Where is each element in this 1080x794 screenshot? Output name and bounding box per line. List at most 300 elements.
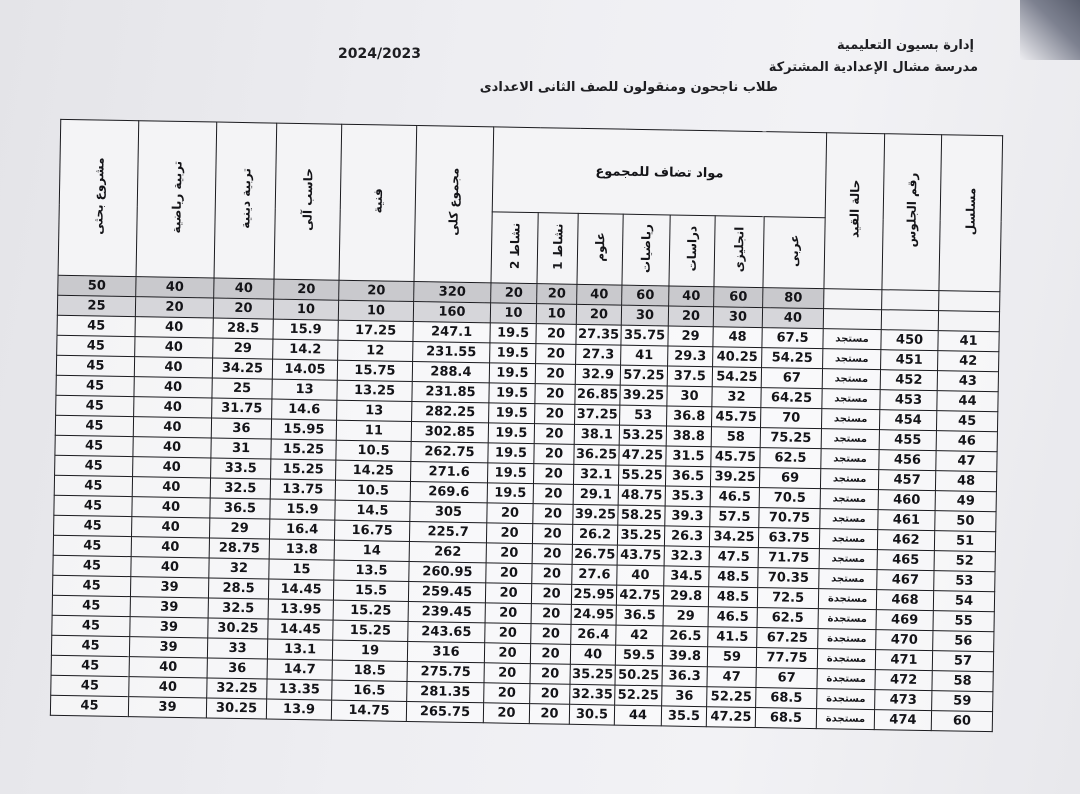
table-cell: 265.75 <box>406 701 483 722</box>
col-activity2: نشاط 2 <box>491 212 538 284</box>
table-cell: 46.5 <box>708 607 757 628</box>
table-cell: 260.95 <box>409 561 486 582</box>
page-corner-shadow <box>1020 0 1080 60</box>
table-cell: 42.75 <box>616 585 663 606</box>
table-cell: 20 <box>535 404 575 425</box>
col-math: رياضيات <box>622 214 670 286</box>
table-cell: 468 <box>876 590 933 611</box>
table-cell: 452 <box>880 370 937 391</box>
status-cell: مستجدة <box>817 649 875 670</box>
table-cell: 20 <box>486 523 532 544</box>
status-cell: مستجد <box>820 489 878 510</box>
table-body <box>50 275 1000 731</box>
table-cell: 15.25 <box>333 600 408 621</box>
table-cell: 39 <box>128 697 206 718</box>
table-cell: 58 <box>711 427 760 448</box>
status-cell: مستجد <box>823 329 881 350</box>
table-cell: 41 <box>938 331 999 352</box>
max-score-cell: 40 <box>136 277 214 298</box>
table-cell: 13.25 <box>337 380 412 401</box>
table-cell: 26.5 <box>663 626 708 647</box>
table-cell: 24.95 <box>571 604 616 625</box>
max-score-cell: 30 <box>713 307 762 328</box>
table-cell: 15.95 <box>271 419 336 440</box>
table-cell: 67.25 <box>757 628 818 649</box>
table-cell: 39.25 <box>573 504 618 525</box>
table-cell: 50.25 <box>615 665 662 686</box>
table-cell: 48.75 <box>618 485 665 506</box>
table-cell: 19.5 <box>487 463 533 484</box>
table-cell: 231.55 <box>413 342 490 363</box>
table-cell: 32.3 <box>664 546 709 567</box>
status-cell: مستجد <box>819 569 877 590</box>
table-cell: 259.45 <box>408 581 485 602</box>
max-score-cell: 10 <box>338 300 413 321</box>
table-cell: 53 <box>934 571 995 592</box>
table-cell: 57.25 <box>620 365 667 386</box>
table-cell: 15 <box>269 559 334 580</box>
table-cell: 47.25 <box>706 707 755 728</box>
table-cell: 19.5 <box>488 443 534 464</box>
max-score-cell: 320 <box>414 282 491 303</box>
max-score-cell: 50 <box>58 275 136 296</box>
table-cell: 20 <box>485 623 531 644</box>
col-social: دراسات <box>669 215 715 287</box>
table-cell: 32.1 <box>573 464 618 485</box>
table-cell: 19.5 <box>489 403 535 424</box>
table-cell: 40 <box>134 397 212 418</box>
table-cell: 269.6 <box>410 481 487 502</box>
max-score-cell: 25 <box>57 295 135 316</box>
table-cell: 20 <box>531 584 571 605</box>
table-cell: 43 <box>937 371 998 392</box>
table-cell: 48 <box>935 471 996 492</box>
table-cell: 13.5 <box>334 560 409 581</box>
table-cell: 37.5 <box>667 366 712 387</box>
table-cell: 20 <box>531 624 571 645</box>
table-cell: 57.5 <box>710 507 759 528</box>
blank-cell <box>824 289 882 310</box>
table-cell: 46.5 <box>710 487 759 508</box>
table-cell: 467 <box>877 570 934 591</box>
table-cell: 40 <box>135 317 213 338</box>
table-cell: 26.2 <box>572 524 617 545</box>
table-cell: 271.6 <box>411 461 488 482</box>
table-cell: 473 <box>875 690 932 711</box>
table-cell: 469 <box>876 610 933 631</box>
table-cell: 34.25 <box>709 527 758 548</box>
table-cell: 20 <box>531 604 571 625</box>
table-cell: 20 <box>530 644 570 665</box>
table-cell: 20 <box>532 524 572 545</box>
col-science: علوم <box>577 213 623 285</box>
table-cell: 305 <box>410 501 487 522</box>
school-name: مدرسة مشال الإعدادية المشتركة <box>768 60 978 75</box>
table-cell: 32 <box>712 387 761 408</box>
table-cell: 35.3 <box>665 486 710 507</box>
grades-table <box>50 119 1003 732</box>
table-cell: 42 <box>616 625 663 646</box>
table-cell: 45 <box>55 455 133 476</box>
table-cell: 36.5 <box>616 605 663 626</box>
col-english: انجليزى <box>714 216 764 288</box>
table-cell: 41 <box>621 345 668 366</box>
col-total: مجموع كلى <box>414 126 494 283</box>
table-cell: 45 <box>51 655 129 676</box>
table-cell: 247.1 <box>413 322 490 343</box>
table-cell: 14.05 <box>272 359 337 380</box>
table-cell: 13.95 <box>268 599 333 620</box>
table-cell: 35.5 <box>661 706 706 727</box>
table-cell: 239.45 <box>408 601 485 622</box>
table-cell: 45 <box>55 435 133 456</box>
table-cell: 10.5 <box>336 440 411 461</box>
table-cell: 30 <box>667 386 712 407</box>
status-cell: مستجد <box>819 549 877 570</box>
blank-cell <box>881 310 938 331</box>
table-cell: 52.25 <box>615 685 662 706</box>
table-cell: 45 <box>57 315 135 336</box>
max-score-cell: 20 <box>576 304 621 325</box>
table-cell: 48.5 <box>708 587 757 608</box>
table-cell: 40.25 <box>713 347 762 368</box>
table-cell: 62.5 <box>760 448 821 469</box>
table-cell: 45 <box>56 355 134 376</box>
table-cell: 36.8 <box>667 406 712 427</box>
table-cell: 35.75 <box>621 325 668 346</box>
table-cell: 45 <box>56 395 134 416</box>
table-cell: 70.5 <box>759 488 820 509</box>
table-cell: 12 <box>338 340 413 361</box>
table-cell: 70 <box>760 408 821 429</box>
table-cell: 36.25 <box>574 444 619 465</box>
status-cell: مستجد <box>821 449 879 470</box>
table-cell: 14.75 <box>331 700 406 721</box>
table-cell: 48 <box>713 327 762 348</box>
table-cell: 45 <box>57 335 135 356</box>
table-cell: 57 <box>932 651 993 672</box>
table-cell: 32.5 <box>208 598 268 619</box>
max-score-cell: 20 <box>537 284 577 305</box>
table-cell: 32.9 <box>575 364 620 385</box>
table-cell: 36.5 <box>210 498 270 519</box>
col-sports: تربية رياضية <box>136 121 217 278</box>
table-cell: 40 <box>131 557 209 578</box>
max-score-cell: 20 <box>491 283 537 304</box>
table-cell: 29.3 <box>668 346 713 367</box>
table-cell: 75.25 <box>760 428 821 449</box>
status-cell: مستجد <box>823 349 881 370</box>
table-cell: 13.9 <box>266 699 331 720</box>
blank-cell <box>939 291 1000 312</box>
table-cell: 472 <box>875 670 932 691</box>
status-cell: مستجد <box>822 409 880 430</box>
table-cell: 40 <box>617 565 664 586</box>
status-cell: مستجدة <box>818 629 876 650</box>
table-cell: 60 <box>931 711 992 732</box>
blank-cell <box>938 311 999 332</box>
table-cell: 19.5 <box>487 483 533 504</box>
table-cell: 52 <box>934 551 995 572</box>
table-cell: 462 <box>877 530 934 551</box>
table-cell: 36.5 <box>665 466 710 487</box>
table-cell: 28.5 <box>213 318 273 339</box>
table-cell: 40 <box>133 457 211 478</box>
table-cell: 51 <box>934 531 995 552</box>
max-score-cell: 20 <box>339 280 414 301</box>
table-cell: 20 <box>485 603 531 624</box>
table-cell: 14.5 <box>335 500 410 521</box>
table-cell: 36 <box>662 686 707 707</box>
table-cell: 27.6 <box>572 564 617 585</box>
table-cell: 19.5 <box>488 423 534 444</box>
table-cell: 39.3 <box>665 506 710 527</box>
table-cell: 37.25 <box>575 404 620 425</box>
col-art: فنية <box>339 124 417 281</box>
table-cell: 40 <box>570 644 615 665</box>
table-cell: 59 <box>932 691 993 712</box>
table-cell: 20 <box>532 544 572 565</box>
table-cell: 33.5 <box>211 458 271 479</box>
table-cell: 20 <box>532 564 572 585</box>
table-cell: 14.25 <box>336 460 411 481</box>
table-cell: 41.5 <box>708 627 757 648</box>
table-cell: 45 <box>56 375 134 396</box>
table-cell: 20 <box>535 364 575 385</box>
table-cell: 62.5 <box>757 608 818 629</box>
table-cell: 54.25 <box>712 367 761 388</box>
status-cell: مستجد <box>822 369 880 390</box>
col-computer: حاسب آلى <box>274 123 342 280</box>
table-cell: 455 <box>879 430 936 451</box>
table-cell: 40 <box>129 677 207 698</box>
table-cell: 13.35 <box>267 679 332 700</box>
table-cell: 40 <box>132 477 210 498</box>
table-cell: 316 <box>407 641 484 662</box>
col-seat-number: رقم الجلوس <box>882 134 942 291</box>
table-cell: 20 <box>533 464 573 485</box>
table-cell: 15.9 <box>270 499 335 520</box>
table-cell: 39 <box>130 617 208 638</box>
table-cell: 47.25 <box>619 445 666 466</box>
table-cell: 39 <box>129 637 207 658</box>
table-cell: 68.5 <box>756 688 817 709</box>
table-cell: 26.4 <box>571 624 616 645</box>
table-cell: 16.5 <box>332 680 407 701</box>
table-cell: 39.25 <box>620 385 667 406</box>
table-cell: 55 <box>933 611 994 632</box>
table-cell: 40 <box>134 377 212 398</box>
table-cell: 64.25 <box>761 388 822 409</box>
table-cell: 54.25 <box>762 348 823 369</box>
table-cell: 29 <box>213 338 273 359</box>
max-score-cell: 60 <box>622 285 669 306</box>
table-cell: 28.5 <box>208 578 268 599</box>
table-cell: 69 <box>759 468 820 489</box>
table-cell: 45 <box>54 475 132 496</box>
status-cell: مستجدة <box>818 589 876 610</box>
table-cell: 45 <box>55 415 133 436</box>
table-cell: 465 <box>877 550 934 571</box>
table-cell: 38.1 <box>574 424 619 445</box>
table-cell: 47.5 <box>709 547 758 568</box>
table-cell: 20 <box>533 504 573 525</box>
max-score-cell: 30 <box>621 305 668 326</box>
table-cell: 461 <box>878 510 935 531</box>
table-cell: 45 <box>51 675 129 696</box>
table-cell: 20 <box>484 663 530 684</box>
table-cell: 28.75 <box>209 538 269 559</box>
col-serial: مسلسل <box>939 135 1003 292</box>
table-cell: 42 <box>938 351 999 372</box>
status-cell: مستجد <box>820 469 878 490</box>
max-score-cell: 160 <box>413 302 490 323</box>
table-cell: 70.35 <box>758 568 819 589</box>
table-cell: 39.8 <box>662 646 707 667</box>
table-cell: 29.1 <box>573 484 618 505</box>
table-cell: 275.75 <box>407 661 484 682</box>
table-cell: 32 <box>209 558 269 579</box>
table-cell: 19.5 <box>490 343 536 364</box>
table-cell: 14.45 <box>268 619 333 640</box>
table-cell: 27.3 <box>576 344 621 365</box>
table-cell: 26.75 <box>572 544 617 565</box>
table-cell: 40 <box>132 497 210 518</box>
col-group-added-subjects: مواد تضاف للمجموع <box>492 127 826 218</box>
table-cell: 38.8 <box>666 426 711 447</box>
table-cell: 18.5 <box>332 660 407 681</box>
table-cell: 68.5 <box>755 708 816 729</box>
table-cell: 15.75 <box>337 360 412 381</box>
table-cell: 19.5 <box>490 323 536 344</box>
status-cell: مستجد <box>821 429 879 450</box>
col-status: حالة القيد <box>824 133 885 290</box>
table-cell: 30.25 <box>206 698 266 719</box>
header-row-top <box>59 119 1002 220</box>
table-cell: 281.35 <box>407 681 484 702</box>
table-cell: 26.3 <box>664 526 709 547</box>
table-cell: 49 <box>935 491 996 512</box>
table-cell: 20 <box>485 583 531 604</box>
table-cell: 20 <box>534 444 574 465</box>
table-cell: 67 <box>761 368 822 389</box>
table-cell: 20 <box>484 683 530 704</box>
status-cell: مستجدة <box>817 689 875 710</box>
table-cell: 282.25 <box>412 401 489 422</box>
table-cell: 20 <box>484 643 530 664</box>
table-cell: 288.4 <box>412 362 489 383</box>
table-cell: 45 <box>54 515 132 536</box>
max-score-cell: 20 <box>274 279 339 300</box>
table-cell: 15.9 <box>273 319 338 340</box>
table-cell: 15.25 <box>333 620 408 641</box>
table-cell: 225.7 <box>409 521 486 542</box>
status-cell: مستجدة <box>816 709 874 730</box>
table-cell: 52.25 <box>707 687 756 708</box>
table-cell: 33 <box>207 638 267 659</box>
table-cell: 20 <box>534 424 574 445</box>
table-cell: 58 <box>932 671 993 692</box>
table-cell: 40 <box>135 337 213 358</box>
max-score-cell: 20 <box>668 306 713 327</box>
table-cell: 56 <box>933 631 994 652</box>
table-cell: 31.75 <box>212 398 272 419</box>
table-cell: 20 <box>530 684 570 705</box>
table-cell: 15.25 <box>271 459 336 480</box>
max-score-cell: 20 <box>213 298 273 319</box>
table-cell: 45 <box>52 595 130 616</box>
table-cell: 302.85 <box>411 421 488 442</box>
table-cell: 231.85 <box>412 381 489 402</box>
table-cell: 15.5 <box>333 580 408 601</box>
table-cell: 20 <box>486 563 532 584</box>
table-cell: 53 <box>620 405 667 426</box>
table-cell: 262 <box>409 541 486 562</box>
table-cell: 40 <box>134 357 212 378</box>
table-cell: 48.5 <box>709 567 758 588</box>
table-cell: 36 <box>207 658 267 679</box>
table-cell: 40 <box>129 657 207 678</box>
table-cell: 45 <box>50 695 128 716</box>
table-cell: 77.75 <box>756 648 817 669</box>
table-cell: 45 <box>53 535 131 556</box>
table-cell: 20 <box>487 503 533 524</box>
table-cell: 451 <box>881 350 938 371</box>
table-cell: 54 <box>933 591 994 612</box>
academic-year: 2024/2023 <box>338 46 422 62</box>
table-cell: 20 <box>483 703 529 724</box>
table-cell: 19.5 <box>489 363 535 384</box>
max-score-cell: 10 <box>536 304 576 325</box>
table-cell: 26.85 <box>575 384 620 405</box>
table-cell: 39 <box>130 577 208 598</box>
table-cell: 45 <box>53 555 131 576</box>
table-cell: 29 <box>668 326 713 347</box>
table-cell: 44 <box>937 391 998 412</box>
table-cell: 453 <box>880 390 937 411</box>
table-cell: 45 <box>52 615 130 636</box>
table-cell: 16.4 <box>269 519 334 540</box>
table-cell: 32.5 <box>210 478 270 499</box>
table-cell: 70.75 <box>759 508 820 529</box>
status-cell: مستجد <box>820 509 878 530</box>
table-cell: 474 <box>874 710 931 731</box>
table-cell: 262.75 <box>411 441 488 462</box>
table-cell: 47 <box>936 451 997 472</box>
table-cell: 10.5 <box>335 480 410 501</box>
col-arabic: عربى <box>763 217 825 289</box>
table-cell: 36.3 <box>662 666 707 687</box>
table-cell: 450 <box>881 330 938 351</box>
table-cell: 47 <box>707 667 756 688</box>
table-cell: 45 <box>54 495 132 516</box>
administration-name: إدارة بسيون التعليمية <box>837 38 974 53</box>
table-cell: 14 <box>334 540 409 561</box>
table-cell: 45.75 <box>712 407 761 428</box>
table-cell: 59 <box>707 647 756 668</box>
table-cell: 20 <box>529 704 569 725</box>
max-score-cell: 40 <box>214 278 274 299</box>
blank-cell <box>823 309 881 330</box>
table-cell: 35.25 <box>617 525 664 546</box>
table-cell: 20 <box>530 664 570 685</box>
table-cell: 14.7 <box>267 659 332 680</box>
col-religion: تربية دينية <box>214 122 277 279</box>
table-cell: 53.25 <box>619 425 666 446</box>
table-cell: 15.25 <box>271 439 336 460</box>
table-cell: 11 <box>336 420 411 441</box>
table-cell: 29 <box>663 606 708 627</box>
